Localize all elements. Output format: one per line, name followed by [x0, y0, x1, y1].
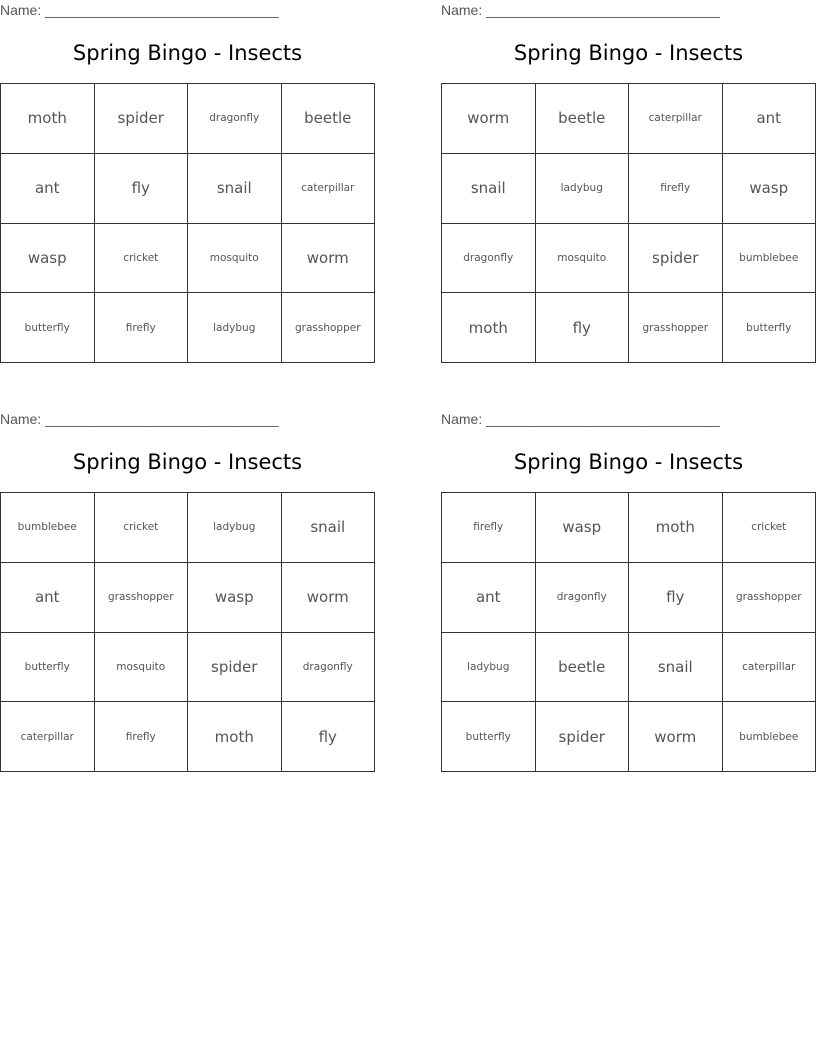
bingo-grid	[441, 83, 816, 363]
bingo-cell: firefly	[629, 154, 723, 224]
bingo-cell: spider	[95, 84, 189, 154]
card-title: Spring Bingo - Insects	[513, 41, 744, 65]
bingo-grid	[0, 83, 375, 363]
bingo-cell: dragonfly	[188, 84, 282, 154]
bingo-cell: worm	[282, 224, 376, 294]
bingo-cell: fly	[282, 702, 376, 772]
name-field: Name: ______________________________	[441, 411, 720, 427]
bingo-cell: grasshopper	[723, 563, 816, 633]
name-field: Name: ______________________________	[0, 411, 279, 427]
bingo-cell: ant	[723, 84, 816, 154]
bingo-cell: caterpillar	[282, 154, 376, 224]
bingo-cell: moth	[442, 293, 536, 363]
bingo-cell: dragonfly	[282, 633, 376, 703]
bingo-cell: firefly	[95, 293, 189, 363]
bingo-cell: bumblebee	[1, 493, 95, 563]
bingo-cell: snail	[442, 154, 536, 224]
card-title: Spring Bingo - Insects	[513, 450, 744, 474]
bingo-cell: snail	[188, 154, 282, 224]
bingo-cell: worm	[282, 563, 376, 633]
bingo-cell: beetle	[536, 84, 630, 154]
bingo-cell: caterpillar	[1, 702, 95, 772]
bingo-cell: beetle	[282, 84, 376, 154]
bingo-cell: firefly	[442, 493, 536, 563]
bingo-cell: cricket	[95, 493, 189, 563]
bingo-cell: mosquito	[95, 633, 189, 703]
name-field: Name: ______________________________	[0, 2, 279, 18]
bingo-cell: dragonfly	[442, 224, 536, 294]
bingo-cell: ant	[1, 563, 95, 633]
bingo-cell: grasshopper	[629, 293, 723, 363]
bingo-cell: bumblebee	[723, 224, 816, 294]
bingo-cell: bumblebee	[723, 702, 816, 772]
bingo-cell: moth	[629, 493, 723, 563]
bingo-cell: butterfly	[1, 293, 95, 363]
bingo-cell: spider	[188, 633, 282, 703]
bingo-cell: snail	[282, 493, 376, 563]
bingo-grid	[441, 492, 816, 772]
card-title: Spring Bingo - Insects	[72, 41, 303, 65]
bingo-cell: worm	[442, 84, 536, 154]
bingo-cell: moth	[1, 84, 95, 154]
bingo-cell: ladybug	[188, 493, 282, 563]
bingo-cell: cricket	[95, 224, 189, 294]
bingo-cell: caterpillar	[629, 84, 723, 154]
bingo-cell: snail	[629, 633, 723, 703]
bingo-cell: ladybug	[188, 293, 282, 363]
bingo-cell: fly	[95, 154, 189, 224]
name-field: Name: ______________________________	[441, 2, 720, 18]
bingo-card	[0, 0, 375, 365]
bingo-cell: ladybug	[442, 633, 536, 703]
bingo-cell: wasp	[1, 224, 95, 294]
bingo-cell: butterfly	[1, 633, 95, 703]
bingo-cell: wasp	[188, 563, 282, 633]
bingo-cell: wasp	[536, 493, 630, 563]
bingo-card	[0, 409, 375, 774]
bingo-cell: fly	[629, 563, 723, 633]
bingo-cell: dragonfly	[536, 563, 630, 633]
bingo-cell: fly	[536, 293, 630, 363]
bingo-cell: ant	[1, 154, 95, 224]
bingo-cell: cricket	[723, 493, 816, 563]
bingo-card	[441, 0, 816, 365]
bingo-cell: grasshopper	[282, 293, 376, 363]
bingo-cell: caterpillar	[723, 633, 816, 703]
bingo-cell: butterfly	[442, 702, 536, 772]
bingo-cell: mosquito	[188, 224, 282, 294]
bingo-cell: spider	[629, 224, 723, 294]
bingo-cell: worm	[629, 702, 723, 772]
bingo-card	[441, 409, 816, 774]
bingo-cell: beetle	[536, 633, 630, 703]
bingo-grid	[0, 492, 375, 772]
bingo-cell: ant	[442, 563, 536, 633]
bingo-cell: wasp	[723, 154, 816, 224]
bingo-cell: ladybug	[536, 154, 630, 224]
bingo-cell: grasshopper	[95, 563, 189, 633]
bingo-cell: mosquito	[536, 224, 630, 294]
card-title: Spring Bingo - Insects	[72, 450, 303, 474]
bingo-cell: moth	[188, 702, 282, 772]
bingo-cell: firefly	[95, 702, 189, 772]
bingo-cell: butterfly	[723, 293, 816, 363]
bingo-cell: spider	[536, 702, 630, 772]
